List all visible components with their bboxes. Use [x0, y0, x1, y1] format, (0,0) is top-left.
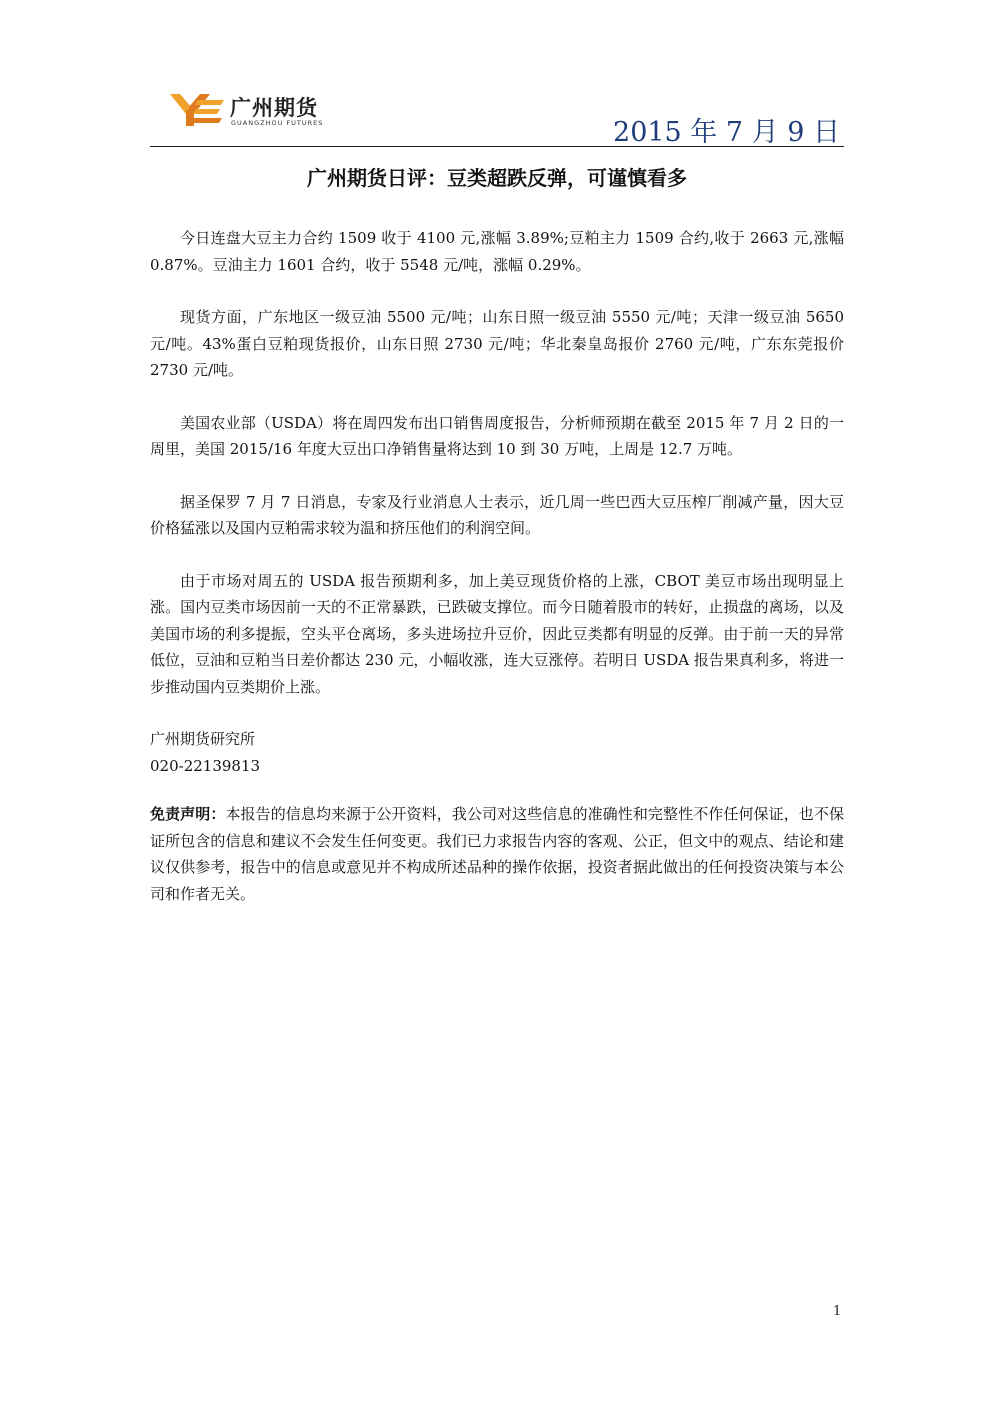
disclaimer-label: 免责声明： [150, 805, 226, 823]
signature-phone: 020-22139813 [150, 757, 261, 775]
paragraph-futures-close: 今日连盘大豆主力合约 1509 收于 4100 元,涨幅 3.89%;豆粕主力 1509 合约,收于 2663 元,涨幅 0.87%。豆油主力 1601 合约，收于 5548 元/吨，涨幅 0.29%。 [150, 229, 844, 274]
company-logo [170, 92, 350, 132]
paragraph-spot-prices: 现货方面，广东地区一级豆油 5500 元/吨；山东日照一级豆油 5550 元/吨；天津一级豆油 5650 元/吨。43%蛋白豆粕现货报价，山东日照 2730 元/吨；华北秦皇岛报价 2760 元/吨，广东东莞报价 2730 元/吨。 [150, 308, 844, 379]
disclaimer [150, 801, 844, 907]
paragraph-brazil-crush: 据圣保罗 7 月 7 日消息，专家及行业消息人士表示，近几周一些巴西大豆压榨厂削减产量，因大豆价格猛涨以及国内豆粕需求较为温和挤压他们的利润空间。 [150, 492, 844, 537]
document-body [150, 225, 844, 907]
document-title: 广州期货日评：豆类超跌反弹，可谨慎看多 [307, 166, 687, 190]
paragraph-usda-report: 美国农业部（USDA）将在周四发布出口销售周度报告，分析师预期在截至 2015 年 7 月 2 日的一周里，美国 2015/16 年度大豆出口净销售量将达到 10 到 30 万吨，上周是 12.7 万吨。 [150, 413, 844, 458]
signature-org: 广州期货研究所 [150, 730, 256, 748]
signature-block [150, 726, 844, 780]
disclaimer-text: 本报告的信息均来源于公开资料，我公司对这些信息的准确性和完整性不作任何保证，也不保证所包含的信息和建议不会发生任何变更。我们已力求报告内容的客观、公正，但文中的观点、结论和建议仅供参考，报告中的信息或意见并不构成所述品种的操作依据，投资者据此做出的任何投资决策与本公司和作者无关。 [150, 805, 844, 903]
report-date: 2015 年 7 月 9 日 [613, 117, 840, 148]
logo-chinese-name: 广州期货 [230, 96, 318, 120]
logo-english-name: GUANGZHOU FUTURES [231, 119, 324, 127]
logo-mark-icon [170, 92, 226, 128]
header-divider [150, 146, 844, 147]
page-number: 1 [833, 1304, 842, 1319]
paragraph-market-analysis: 由于市场对周五的 USDA 报告预期利多，加上美豆现货价格的上涨，CBOT 美豆市场出现明显上涨。国内豆类市场因前一天的不正常暴跌，已跌破支撑位。而今日随着股市的转好，止损盘的离场，以及美国市场的利多提振，空头平仓离场，多头进场拉升豆价，因此豆类都有明显的反弹。由于前一天的异常低位，豆油和豆粕当日差价都达 230 元，小幅收涨，连大豆涨停。若明日 USDA 报告果真利多，将进一步推动国内豆类期价上涨。 [150, 571, 844, 696]
